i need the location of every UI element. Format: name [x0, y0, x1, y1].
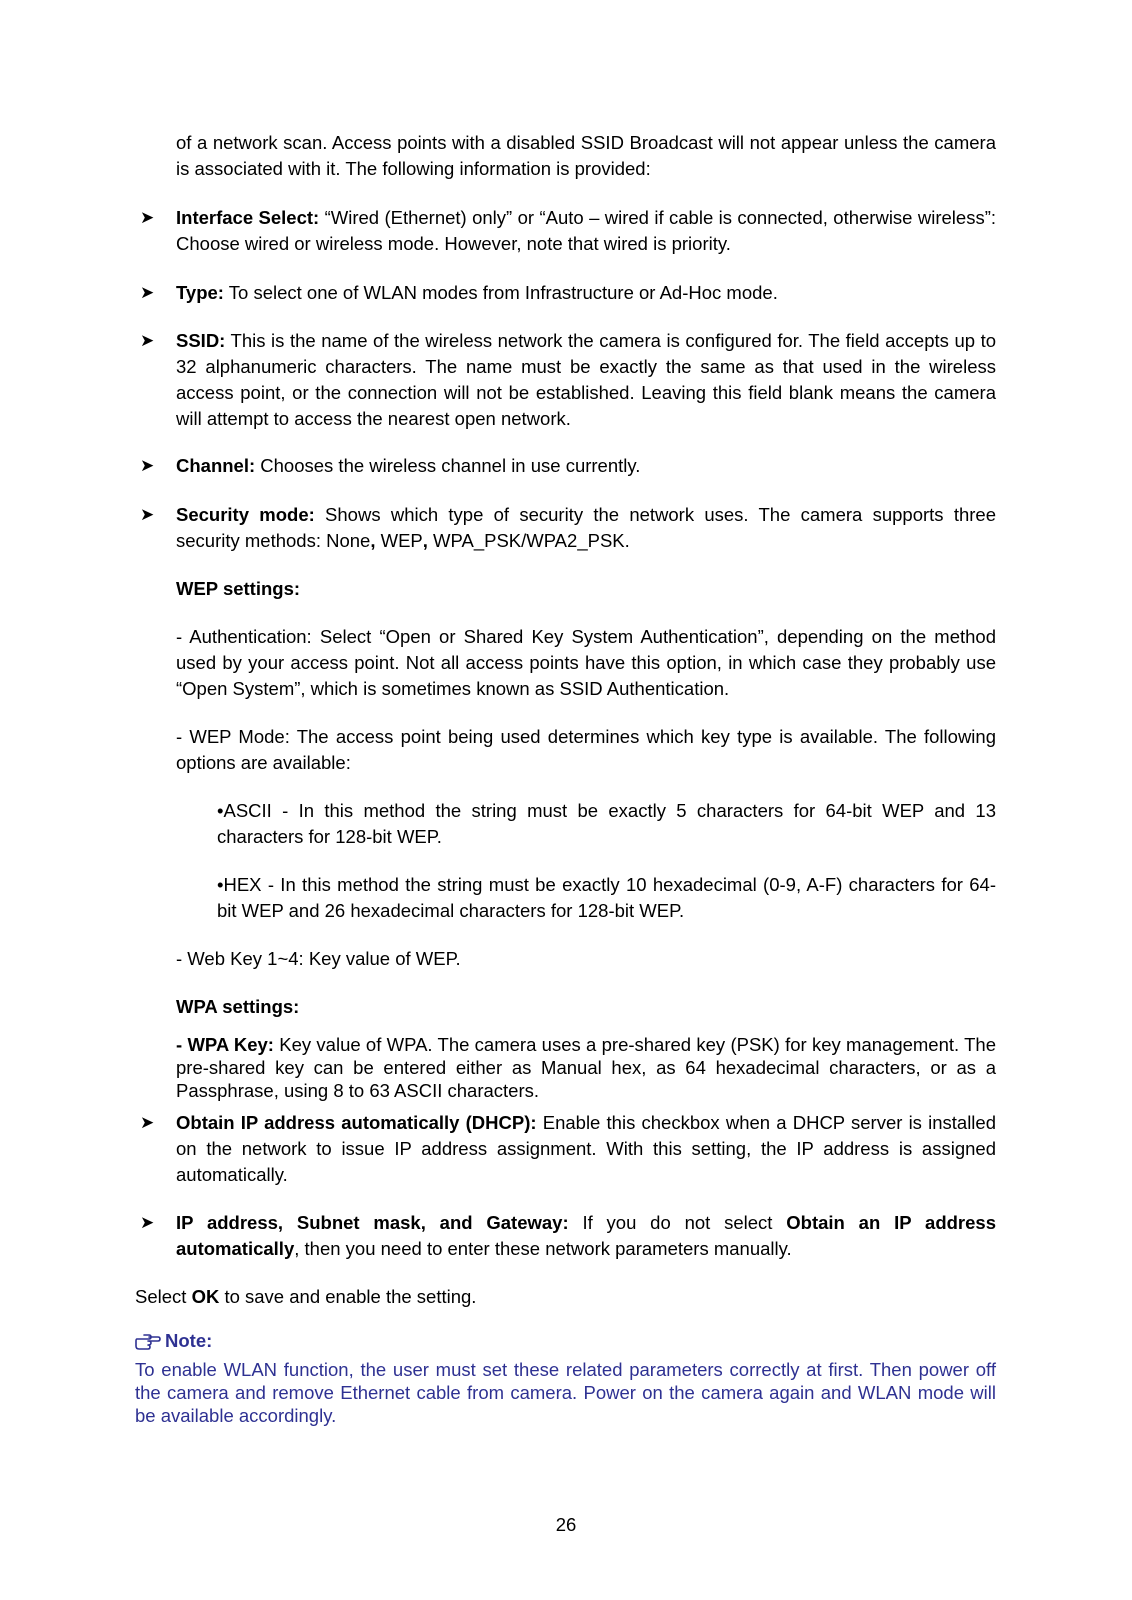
separator: , [422, 530, 428, 551]
arrow-bullet-icon: ➤ [140, 505, 155, 525]
note-text: To enable WLAN function, the user must set these related parameters correctly at first. Then power off the camera and remove Ethernet cable from camera. Power on the camera again and WLAN mode will be available accordingly. [135, 1359, 996, 1426]
arrow-bullet-icon: ➤ [140, 208, 155, 228]
bullet-emphasis: Obtain an IP address automatically [176, 1212, 996, 1259]
wep-ascii-option: •ASCII - In this method the string must be exactly 5 characters for 64-bit WEP and 13 characters for 128-bit WEP. [217, 800, 996, 847]
wep-mode: - WEP Mode: The access point being used determines which key type is available. The following options are available: [176, 726, 996, 773]
wpa-settings-heading: WPA settings: [176, 996, 300, 1017]
bullet-text: WPA_PSK/WPA2_PSK. [427, 530, 630, 551]
bullet-text: “Wired (Ethernet) only” or “Auto – wired if cable is connected, otherwise wireless”: Choose wired or wireless mode. However, note that wired is priority. [176, 207, 996, 254]
wep-authentication: - Authentication: Select “Open or Shared Key System Authentication”, depending on the method used by your access point. Not all access points have this option, in which case they probably use “Open System”, which is sometimes known as SSID Authentication. [176, 626, 996, 699]
bullet-text: Chooses the wireless channel in use currently. [255, 455, 641, 476]
bullet-text: Enable this checkbox when a DHCP server is installed on the network to issue IP address assignment. With this setting, the IP address is assigned automatically. [176, 1112, 996, 1185]
wpa-key [176, 1033, 996, 1102]
note-heading-row [135, 1328, 996, 1357]
ok-keyword: OK [191, 1286, 220, 1307]
wpa-key-text: Key value of WPA. The camera uses a pre-shared key (PSK) for key management. The pre-shared key can be entered either as Manual hex, as 64 hexadecimal characters, or as a Passphrase, using 8 to 63 ASCII characters. [176, 1034, 997, 1101]
intro-paragraph: of a network scan. Access points with a disabled SSID Broadcast will not appear unless the camera is associated with it. The following information is provided: [176, 132, 996, 179]
arrow-bullet-icon: ➤ [140, 1113, 155, 1133]
arrow-bullet-icon: ➤ [140, 1213, 155, 1233]
bullet-text: , then you need to enter these network parameters manually. [294, 1238, 792, 1259]
page-number: 26 [555, 1514, 577, 1535]
bullet-label: IP address, Subnet mask, and Gateway: [176, 1212, 569, 1233]
bullet-label: Interface Select: [176, 207, 320, 228]
bullet-label: SSID: [176, 330, 226, 351]
separator: , [370, 530, 376, 551]
bullet-label: Obtain IP address automatically (DHCP): [176, 1112, 537, 1133]
wep-settings-heading: WEP settings: [176, 578, 301, 599]
bullet-text: To select one of WLAN modes from Infrastructure or Ad-Hoc mode. [223, 282, 778, 303]
bullet-text: If you do not select [568, 1212, 787, 1233]
bullet-text: WEP [375, 530, 423, 551]
note-heading: Note: [165, 1330, 213, 1351]
pointing-hand-icon [135, 1331, 165, 1357]
bullet-text: Shows which type of security the network uses. The camera supports three security methods: None [176, 504, 996, 551]
bullet-label: Channel: [176, 455, 256, 476]
arrow-bullet-icon: ➤ [140, 331, 155, 351]
wep-hex-option: •HEX - In this method the string must be exactly 10 hexadecimal (0-9, A-F) characters for 64-bit WEP and 26 hexadecimal characters for 128-bit WEP. [217, 874, 996, 921]
arrow-bullet-icon: ➤ [140, 283, 155, 303]
bullet-text: This is the name of the wireless network the camera is configured for. The field accepts up to 32 alphanumeric characters. The name must be exactly the same as that used in the wireless access point, or the connection will not be established. Leaving this field blank means the camera will attempt to access the nearest open network. [176, 330, 996, 429]
wpa-key-label: - WPA Key: [176, 1034, 274, 1055]
wep-web-key: - Web Key 1~4: Key value of WEP. [176, 948, 461, 969]
select-ok-line: Select OK to save and enable the setting. [135, 1286, 477, 1307]
arrow-bullet-icon: ➤ [140, 456, 155, 476]
bullet-label: Type: [176, 282, 224, 303]
bullet-label: Security mode: [176, 504, 315, 525]
